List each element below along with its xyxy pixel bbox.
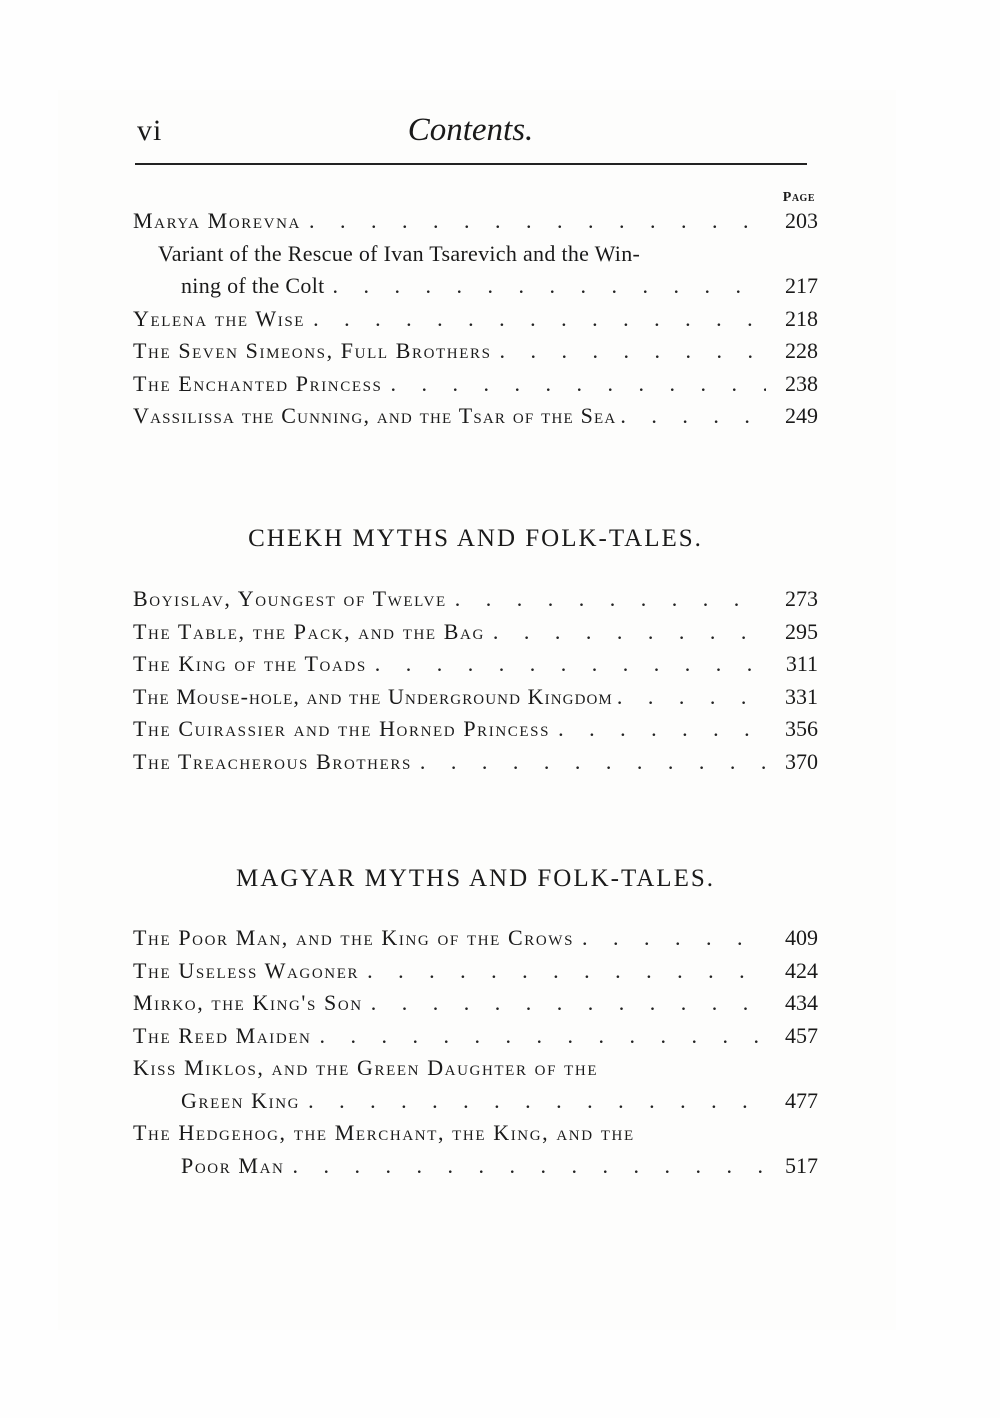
leader-dots <box>319 1023 766 1049</box>
leader-dots <box>313 306 766 332</box>
toc-entry-page: 295 <box>785 618 818 644</box>
toc-entry[interactable] <box>133 1055 818 1088</box>
toc-entry-title: The Poor Man, and the King of the Crows <box>133 925 575 950</box>
section-heading-magyar: MAGYAR MYTHS AND FOLK-TALES. <box>235 865 716 892</box>
toc-entry[interactable] <box>133 716 818 749</box>
leader-dots <box>582 925 766 951</box>
leader-dots <box>391 371 767 397</box>
leader-dots <box>620 403 770 429</box>
toc-entry[interactable] <box>133 403 818 436</box>
toc-entry-page: 218 <box>785 305 818 331</box>
toc-section-russian <box>133 208 818 436</box>
toc-entry[interactable] <box>133 586 818 619</box>
page-number: vi <box>137 114 163 147</box>
toc-entry[interactable] <box>133 749 818 782</box>
toc-entry-title: Kiss Miklos, and the Green Daughter of the <box>133 1055 599 1080</box>
toc-section-chekh <box>133 586 818 781</box>
leader-dots <box>500 338 766 364</box>
leader-dots <box>493 619 766 645</box>
leader-dots <box>308 1088 766 1114</box>
toc-entry-title: Marya Morevna <box>133 208 301 233</box>
toc-entry-title: The Cuirassier and the Horned Princess <box>133 716 551 741</box>
toc-entry-page: 409 <box>785 925 818 950</box>
toc-entry-page: 424 <box>785 957 818 983</box>
toc-entry-page: 311 <box>785 651 818 676</box>
leader-dots <box>371 990 766 1016</box>
toc-entry-page: 370 <box>785 748 818 774</box>
toc-entry-title: The Hedgehog, the Merchant, the King, and the <box>133 1120 635 1145</box>
toc-entry-title: Poor Man <box>181 1152 285 1178</box>
toc-entry[interactable] <box>133 1120 818 1153</box>
toc-entry-page: 217 <box>785 273 818 298</box>
toc-entry-title: The King of the Toads <box>133 651 367 676</box>
toc-entry-title: The Treacherous Brothers <box>133 748 412 774</box>
toc-entry-page: 434 <box>785 990 818 1015</box>
toc-entry[interactable] <box>133 684 818 717</box>
toc-entry-title: Boyislav, Youngest of Twelve <box>133 586 447 611</box>
toc-entry-page: 203 <box>785 208 818 233</box>
toc-entry-title: Variant of the Rescue of Ivan Tsarevich and the Win- <box>158 240 641 266</box>
toc-entry[interactable] <box>133 958 818 991</box>
toc-entry-title: The Enchanted Princess <box>133 370 383 396</box>
leader-dots <box>309 208 766 234</box>
toc-section-magyar <box>133 925 818 1185</box>
leader-dots <box>292 1153 766 1179</box>
toc-entry-page: 356 <box>785 716 818 741</box>
section-heading-chekh: CHEKH MYTHS AND FOLK-TALES. <box>248 525 703 552</box>
toc-entry-page: 457 <box>785 1022 818 1048</box>
toc-entry-page: 273 <box>785 586 818 611</box>
toc-entry-title: Mirko, the King's Son <box>133 990 363 1015</box>
page-column-label: Page <box>782 190 815 205</box>
toc-entry-title: The Useless Wagoner <box>133 957 360 983</box>
toc-entry-page: 238 <box>785 370 818 396</box>
toc-entry-page: 331 <box>785 683 818 709</box>
toc-entry[interactable] <box>133 1023 818 1056</box>
leader-dots <box>558 716 766 742</box>
toc-entry-page: 228 <box>785 338 818 363</box>
toc-entry-title: The Table, the Pack, and the Bag <box>133 618 485 644</box>
toc-entry[interactable] <box>133 208 818 241</box>
toc-entry-title: Yelena the Wise <box>133 305 306 331</box>
toc-entry[interactable] <box>133 306 818 339</box>
toc-entry-continuation[interactable] <box>133 1088 818 1121</box>
page-header <box>133 108 808 158</box>
toc-entry[interactable] <box>133 619 818 652</box>
toc-entry-title: Vassilissa the Cunning, and the Tsar of the Sea <box>133 403 617 428</box>
toc-entry-continuation[interactable] <box>133 1153 818 1186</box>
toc-entry-continuation[interactable] <box>133 273 818 306</box>
toc-entry[interactable] <box>133 651 818 684</box>
leader-dots <box>420 749 766 775</box>
toc-entry-page: 517 <box>785 1152 818 1178</box>
leader-dots <box>333 273 766 299</box>
running-title: Contents. <box>407 112 534 148</box>
toc-entry-title: The Mouse-hole, and the Underground Kingdom <box>133 683 613 709</box>
toc-entry[interactable] <box>133 925 818 958</box>
leader-dots <box>455 586 766 612</box>
toc-entry-title: The Seven Simeons, Full Brothers <box>133 338 492 363</box>
toc-entry-title: Green King <box>181 1087 301 1113</box>
toc-entry-page: 477 <box>785 1087 818 1113</box>
leader-dots <box>375 651 766 677</box>
leader-dots <box>617 684 770 710</box>
toc-entry[interactable] <box>133 241 818 274</box>
toc-entry-title: The Reed Maiden <box>133 1022 312 1048</box>
toc-entry[interactable] <box>133 338 818 371</box>
toc-entry-title: ning of the Colt <box>181 273 325 298</box>
toc-entry-page: 249 <box>785 403 818 428</box>
toc-entry[interactable] <box>133 990 818 1023</box>
toc-entry[interactable] <box>133 371 818 404</box>
leader-dots <box>367 958 766 984</box>
header-rule <box>135 163 807 165</box>
